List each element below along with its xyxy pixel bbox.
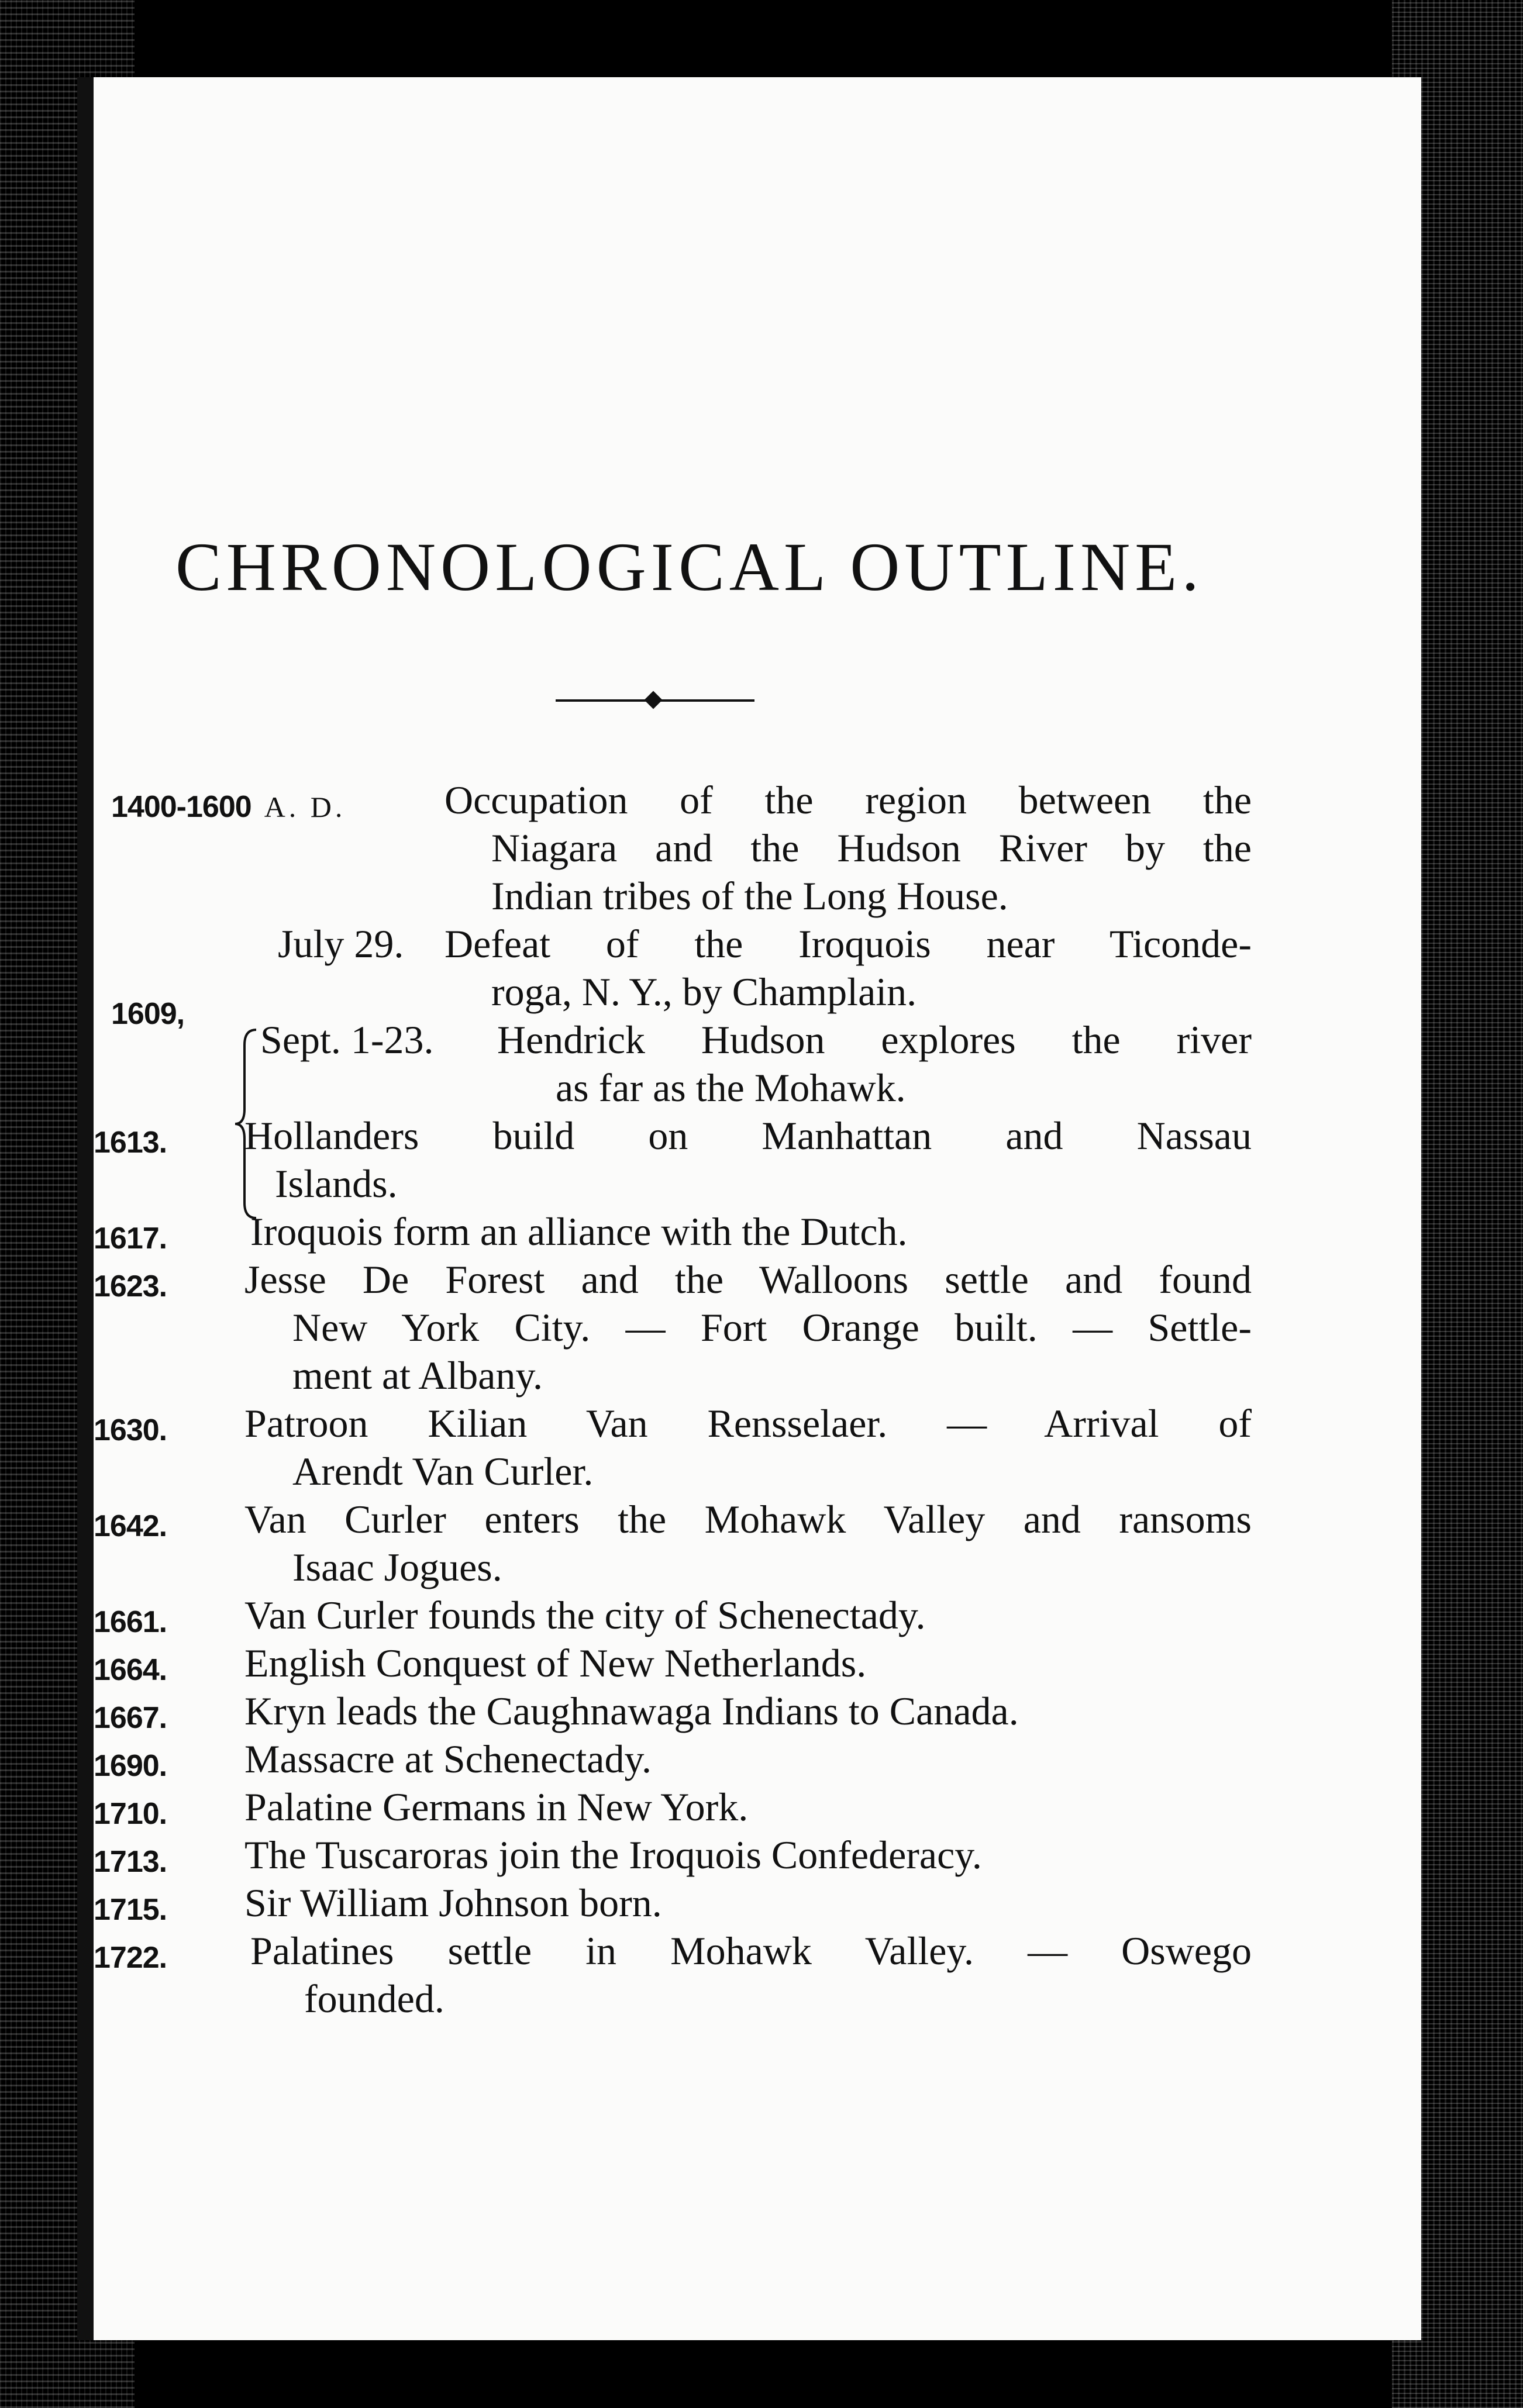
entry-line: Arendt Van Curler. (292, 1449, 594, 1493)
entry-year: 1613. (94, 1126, 167, 1160)
entry-line: Occupation of the region between the (445, 778, 1252, 822)
entry-year: 1690. (94, 1749, 167, 1783)
page-title: CHRONOLOGICAL OUTLINE. (175, 529, 1204, 605)
entry-year (111, 783, 346, 831)
entry-year: 1664. (94, 1653, 167, 1687)
entry-line: Massacre at Schenectady. (244, 1737, 652, 1781)
entry-line: English Conquest of New Netherlands. (244, 1641, 867, 1685)
entry-line: Palatines settle in Mohawk Valley. — Oswego (250, 1929, 1252, 1973)
entry-line: as far as the Mohawk. (556, 1065, 906, 1110)
entry-line: founded. (304, 1976, 445, 2021)
entry-year: 1630. (94, 1413, 167, 1447)
entry-line: Niagara and the Hudson River by the (491, 826, 1252, 870)
page-content (94, 77, 1421, 2340)
entry-line: New York City. — Fort Orange built. — Settle- (292, 1305, 1252, 1350)
entry-year: 1713. (94, 1845, 167, 1879)
entry-year: 1617. (94, 1222, 167, 1255)
entry-line: The Tuscaroras join the Iroquois Confederacy. (244, 1833, 982, 1877)
ornament-line-left (556, 699, 649, 702)
entry-year: 1609, (111, 997, 185, 1031)
entry-line: roga, N. Y., by Champlain. (491, 970, 917, 1014)
entry-line: Van Curler enters the Mohawk Valley and ransoms (244, 1497, 1252, 1541)
entry-line: Van Curler founds the city of Schenectady. (244, 1593, 926, 1637)
entry-year: 1710. (94, 1797, 167, 1831)
era-label: A. D. (264, 791, 346, 823)
entry-line: Hollanders build on Manhattan and Nassau (244, 1113, 1252, 1158)
entry-year: 1642. (94, 1509, 167, 1543)
ornament-line-right (659, 699, 754, 702)
entry-line: Jesse De Forest and the Walloons settle and found (244, 1257, 1252, 1302)
entry-year: 1667. (94, 1701, 167, 1735)
book-page (77, 77, 1421, 2340)
entry-line: Kryn leads the Caughnawaga Indians to Canada. (244, 1689, 1019, 1733)
entry-year: 1722. (94, 1941, 167, 1975)
entry-year: 1661. (94, 1605, 167, 1639)
entry-line: Defeat of the Iroquois near Ticonde- (445, 922, 1252, 966)
entry-line: Islands. (275, 1161, 398, 1206)
entry-year: 1623. (94, 1269, 167, 1303)
entry-line: Isaac Jogues. (292, 1545, 502, 1589)
entry-line: Hendrick Hudson explores the river (497, 1017, 1252, 1062)
entry-year: 1715. (94, 1893, 167, 1927)
entry-line: ment at Albany. (292, 1353, 543, 1398)
entry-line: Iroquois form an alliance with the Dutch. (250, 1209, 908, 1254)
entry-line: Palatine Germans in New York. (244, 1785, 749, 1829)
year-range: 1400-1600 (111, 790, 251, 824)
entry-line: Patroon Kilian Van Rensselaer. — Arrival of (244, 1401, 1252, 1446)
entry-line: Indian tribes of the Long House. (491, 874, 1008, 918)
title-ornament (556, 691, 754, 709)
sub-date: Sept. 1-23. (260, 1017, 434, 1062)
entry-line: Sir William Johnson born. (244, 1881, 662, 1925)
sub-date: July 29. (278, 922, 404, 966)
